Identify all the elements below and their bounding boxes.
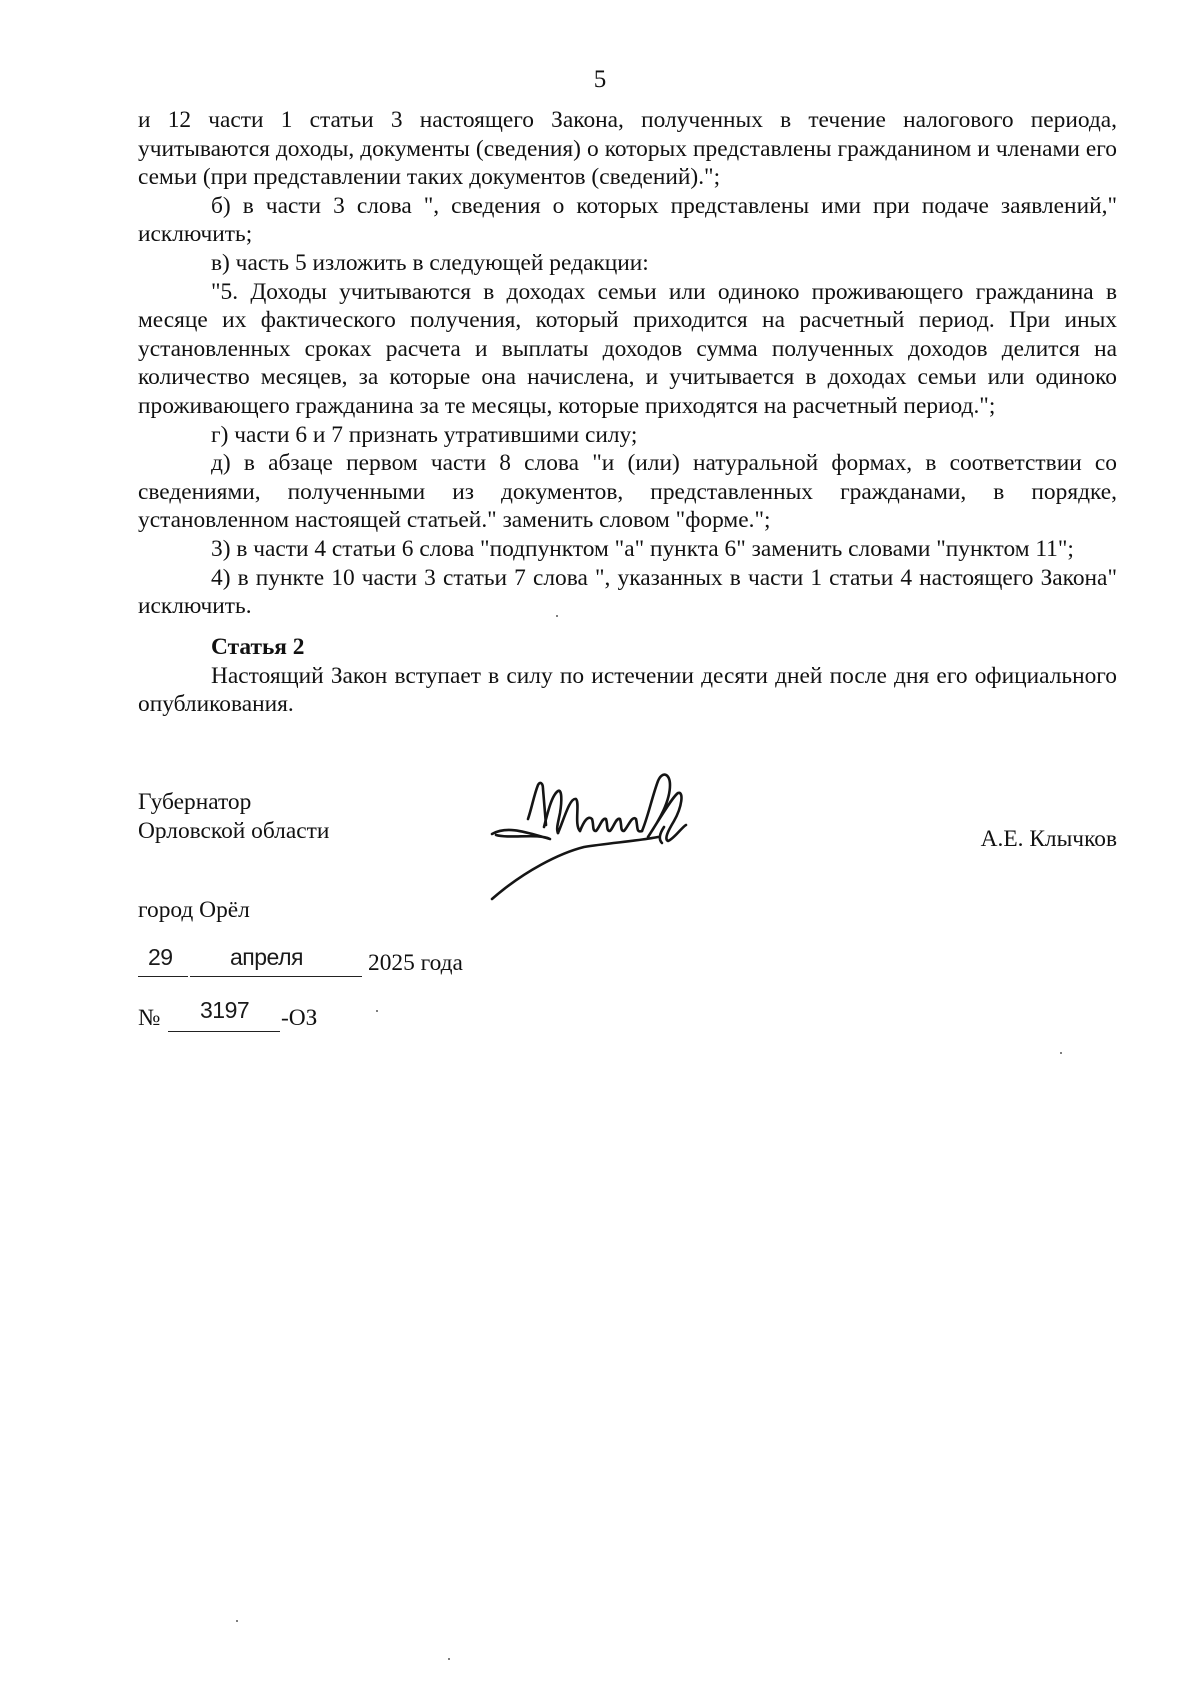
number-sign: № xyxy=(138,1005,161,1031)
place-of-signing: город Орёл xyxy=(138,897,250,923)
paragraph-item-b: б) в части 3 слова ", сведения о которых представлены ими при подаче заявлений," исключить; xyxy=(138,192,1117,248)
law-amendments-text xyxy=(138,106,1117,621)
handwritten-signature-icon xyxy=(488,767,693,902)
scan-speck xyxy=(556,615,558,617)
signing-date xyxy=(138,944,538,980)
law-number xyxy=(138,997,438,1035)
date-day: 29 xyxy=(148,944,173,970)
paragraph-item-d: д) в абзаце первом части 8 слова "и (или) натуральной формах, в соответствии со сведениями, полученными из документов, представленных гражданами, в порядке, установленном настоящей статьей." заменить словом "форме."; xyxy=(138,450,1117,534)
paragraph-item-v: в) часть 5 изложить в следующей редакции: xyxy=(211,249,649,276)
paragraph-item-g: г) части 6 и 7 признать утратившими силу; xyxy=(211,421,638,448)
date-year: 2025 года xyxy=(368,950,463,976)
article-title: Статья 2 xyxy=(211,634,305,660)
signatory-title-line2: Орловской области xyxy=(138,817,330,844)
scan-speck xyxy=(1060,1052,1062,1054)
paragraph-new-part-5: "5. Доходы учитываются в доходах семьи или одиноко проживающего гражданина в месяце их фактического получения, который приходится на расчетный период. При иных установленных сроках расчета и выплаты доходов сумма полученных доходов делится на количество месяцев, за которые она начислена, и учитывается в доходах семьи или одиноко проживающего гражданина за те месяцы, которые приходятся на расчетный период."; xyxy=(138,278,1117,419)
page-number: 5 xyxy=(593,66,607,93)
law-number-suffix: -ОЗ xyxy=(281,1005,318,1031)
signatory-name: А.Е. Клычков xyxy=(980,826,1117,852)
paragraph-item-3: 3) в части 4 статьи 6 слова "подпунктом "а" пункта 6" заменить словами "пунктом 11"; xyxy=(211,535,1074,562)
signatory-title xyxy=(138,788,329,845)
paragraph-item-4: 4) в пункте 10 части 3 статьи 7 слова ", указанных в части 1 статьи 4 настоящего Закона" исключить. xyxy=(138,564,1117,620)
scan-speck xyxy=(236,1620,238,1622)
paragraph-continuation: и 12 части 1 статьи 3 настоящего Закона, полученных в течение налогового периода, учитываются доходы, документы (сведения) о которых представлены гражданином и членами его семьи (при представлении таких документов (сведений)."; xyxy=(138,107,1117,191)
date-month: апреля xyxy=(230,944,303,970)
scan-speck xyxy=(376,1010,378,1012)
law-number-value: 3197 xyxy=(200,997,250,1023)
article-text: Настоящий Закон вступает в силу по истечении десяти дней после дня его официального опубликования. xyxy=(138,662,1117,718)
signatory-title-line1: Губернатор xyxy=(138,789,252,815)
article-2 xyxy=(138,633,1117,719)
scan-speck xyxy=(448,1658,450,1660)
